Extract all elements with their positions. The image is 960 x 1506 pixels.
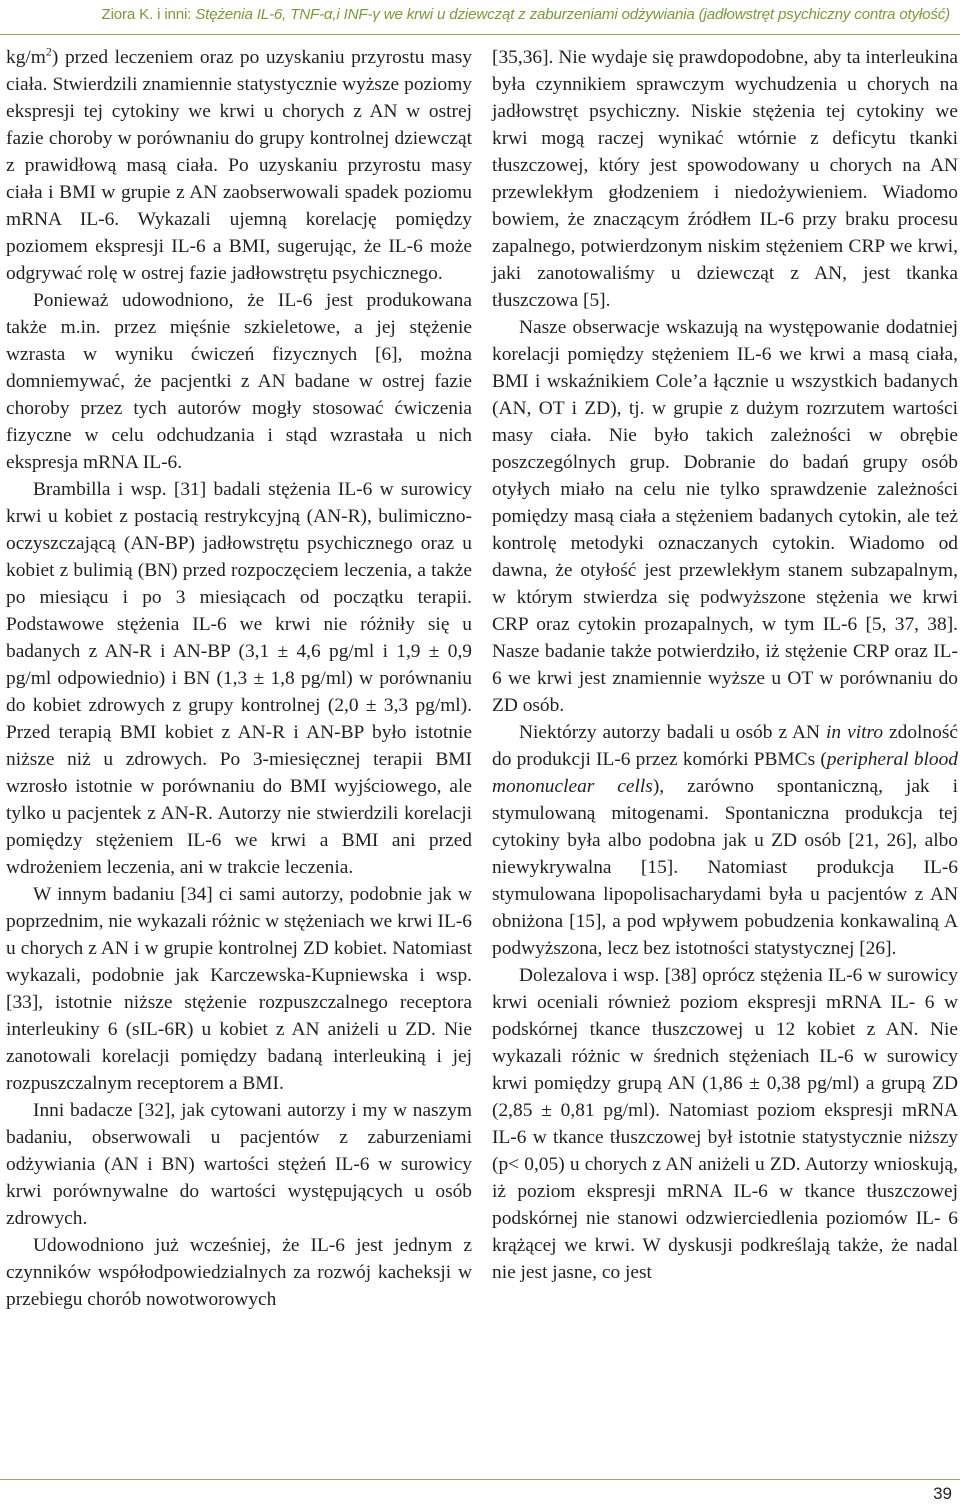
left-column bbox=[6, 44, 472, 1313]
running-title-authors: Ziora K. i inni: bbox=[101, 6, 196, 23]
italic-in-vitro: in vitro bbox=[826, 722, 884, 743]
paragraph-left-5: Inni badacze [32], jak cytowani autorzy i my w naszym badaniu, obserwowali u pacjentów z zaburzeniami odżywiania (AN i BN) wartości stężeń IL-6 w surowicy krwi porównywalne do wartości występujących u osób zdrowych. bbox=[6, 1100, 472, 1229]
paragraph-left-6: Udowodniono już wcześniej, że IL-6 jest jednym z czynników współodpowiedzialnych za rozwój kacheksji w przebiegu chorób nowotworowych bbox=[6, 1235, 472, 1310]
paragraph-right-1: [35,36]. Nie wydaje się prawdopodobne, aby ta interleukina była czynnikiem sprawczym wychudzenia u chorych na jadłowstręt psychiczny. Niskie stężenia tej cytokiny we krwi mogą raczej wynikać wtórnie z deficytu tkanki tłuszczowej, który jest spowodowany u chorych na AN przewlekłym głodzeniem i niedożywieniem. Wiadomo bowiem, że znaczącym źródłem IL-6 przy braku procesu zapalnego, potwierdzonym niskim stężeniem CRP we krwi, jaki zanotowaliśmy u dziewcząt z AN, jest tkanka tłuszczowa [5]. bbox=[492, 47, 958, 311]
paragraph-left-3: Brambilla i wsp. [31] badali stężenia IL-6 w surowicy krwi u kobiet z postacią restrykcyjną (AN-R), bulimiczno-oczyszczającą (AN-BP) jadłowstrętu psychicznego oraz u kobiet z bulimią (BN) przed rozpoczęciem leczenia, a także po miesiącu i po 3 miesiącach od początku terapii. Podstawowe stężenia IL-6 we krwi nie różniły się u badanych z AN-R i AN-BP (3,1 ± 4,6 pg/ml i 1,9 ± 0,9 pg/ml odpowiednio) i BN (1,3 ± 1,8 pg/ml) w porównaniu do kobiet zdrowych z grupy kontrolnej (2,0 ± 3,3 pg/ml). Przed terapią BMI kobiet z AN-R i AN-BP było istotnie niższe niż u zdrowych. Po 3-miesięcznej terapii BMI wzrosło istotnie w porównaniu do BMI wyjściowego, ale tylko u pacjentek z AN-R. Autorzy nie stwierdzili korelacji pomiędzy stężeniem IL-6 we krwi a BMI ani przed wdrożeniem leczenia, ani w trakcie leczenia. bbox=[6, 479, 472, 878]
paragraph-right-3-rest: ), zarówno spontaniczną, jak i stymulowaną mitogenami. Spontaniczna produkcja tej cytokiny była albo podobna jak u ZD osób [21, 26], albo niewykrywalna [15]. Natomiast produkcja IL-6 stymulowana lipopolisacharydami była u pacjentów z AN obniżona [15], a pod wpływem pobudzenia konkawaliną A podwyższona, lecz bez istotności statystycznej [26]. bbox=[492, 776, 958, 959]
page-number: 39 bbox=[933, 1484, 952, 1503]
running-header bbox=[0, 0, 960, 36]
paragraph-left-1 bbox=[6, 44, 472, 287]
paragraph-left-2: Ponieważ udowodniono, że IL-6 jest produkowana także m.in. przez mięśnie szkieletowe, a jej stężenie wzrasta w wyniku ćwiczeń fizycznych [6], można domniemywać, że pacjentki z AN badane w ostrej fazie choroby przez tych autorów mogły stosować ćwiczenia fizyczne w celu odchudzania i stąd wzrastała u nich ekspresja mRNA IL-6. bbox=[6, 290, 472, 473]
paragraph-right-3-mid: zdolność do produkcji IL-6 przez komórki PBMCs ( bbox=[492, 722, 958, 770]
paragraph-left-4: W innym badaniu [34] ci sami autorzy, podobnie jak w poprzednim, nie wykazali różnic w stężeniach we krwi IL-6 u chorych z AN i w grupie kontrolnej ZD kobiet. Natomiast wykazali, podobnie jak Karczewska-Kupniewska i wsp. [33], istotnie niższe stężenie rozpuszczalnego receptora interleukiny 6 (sIL-6R) u kobiet z AN aniżeli u ZD. Nie zanotowali korelacji pomiędzy badaną interleukiną i jej rozpuszczalnym receptorem a BMI. bbox=[6, 884, 472, 1094]
superscript-2: 2 bbox=[45, 44, 52, 59]
running-title bbox=[102, 6, 950, 23]
paragraph-right-4: Dolezalova i wsp. [38] oprócz stężenia IL-6 w surowicy krwi oceniali również poziom ekspresji mRNA IL- 6 w podskórnej tkance tłuszczowej u 12 kobiet z AN. Nie wykazali różnic w średnich stężeniach IL-6 w surowicy krwi pomiędzy grupą AN (1,86 ± 0,38 pg/ml) a grupą ZD (2,85 ± 0,81 pg/ml). Natomiast poziom ekspresji mRNA IL-6 w tkance tłuszczowej był istotnie statystycznie niższy (p< 0,05) u chorych z AN aniżeli u ZD. Autorzy wnioskują, iż poziom ekspresji mRNA IL-6 w tkance tłuszczowej podskórnej nie stanowi odzwierciedlenia poziomów IL- 6 krążącej we krwi. W dyskusji podkreślają także, że nadal nie jest jasne, co jest bbox=[492, 965, 958, 1283]
paragraph-left-1-start: kg/m bbox=[6, 47, 46, 68]
paragraph-right-3-start: Niektórzy autorzy badali u osób z AN bbox=[519, 722, 827, 743]
footer-rule bbox=[0, 1479, 960, 1480]
header-rule bbox=[0, 34, 960, 35]
paragraph-right-3 bbox=[492, 719, 958, 962]
running-title-text: Stężenia IL-6, TNF-α,i INF-γ we krwi u dziewcząt z zaburzeniami odżywiania (jadłowstręt psychiczny contra otyłość) bbox=[195, 6, 950, 23]
italic-pbmc-term: peripheral blood mononuclear cells bbox=[492, 749, 958, 797]
paragraph-right-2: Nasze obserwacje wskazują na występowanie dodatniej korelacji pomiędzy stężeniem IL-6 we krwi a masą ciała, BMI i wskaźnikiem Cole’a łącznie u wszystkich badanych (AN, OT i ZD), tj. w grupie z dużym rozrzutem wartości masy ciała. Nie było takich zależności w obrębie poszczególnych grup. Dobranie do badań grupy osób otyłych miało na celu nie tylko sprawdzenie zależności pomiędzy masą ciała a stężeniem badanych cytokin, ale też kontrolę metodyki oznaczanych cytokin. Wiadomo od dawna, że otyłość jest przewlekłym stanem subzapalnym, w którym stwierdza się podwyższone stężenia we krwi CRP oraz cytokin prozapalnych, w tym IL-6 [5, 37, 38]. Nasze badanie także potwierdziło, iż stężenie CRP oraz IL-6 we krwi jest znamiennie wyższe u OT w porównaniu do ZD osób. bbox=[492, 317, 958, 716]
right-column bbox=[492, 44, 958, 1286]
paragraph-left-1-rest: ) przed leczeniem oraz po uzyskaniu przyrostu masy ciała. Stwierdzili znamiennie statystycznie wyższe poziomy ekspresji tej cytokiny we krwi u chorych z AN w ostrej fazie choroby w porównaniu do grupy kontrolnej dziewcząt z prawidłową masą ciała. Po uzyskaniu przyrostu masy ciała i BMI w grupie z AN zaobserwowali spadek poziomu mRNA IL-6. Wykazali ujemną korelację pomiędzy poziomem ekspresji IL-6 a BMI, sugerując, że IL-6 może odgrywać rolę w ostrej fazie jadłowstrętu psychicznego. bbox=[6, 47, 472, 284]
